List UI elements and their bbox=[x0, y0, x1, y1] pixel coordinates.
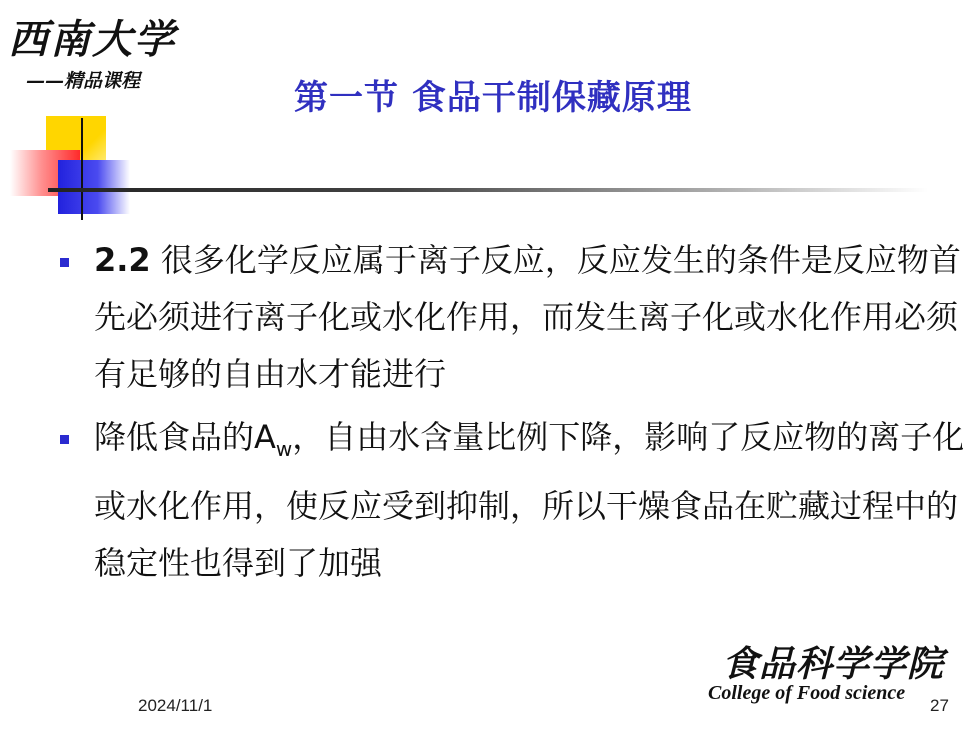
bullet-text-post: ，自由水含量比例下降，影响了反应物的离子化或水化作用，使反应受到抑制，所以干燥食品在贮藏过程中的稳定性也得到了加强 bbox=[94, 418, 965, 582]
bullet-item bbox=[56, 409, 976, 592]
bullet-item bbox=[56, 232, 976, 403]
square-bullet-icon bbox=[60, 435, 69, 444]
slide-content bbox=[56, 232, 976, 598]
slide-title: 第一节 食品干制保藏原理 bbox=[294, 78, 692, 118]
bullet-text: 很多化学反应属于离子反应，反应发生的条件是反应物首先必须进行离子化或水化作用，而发生离子化或水化作用必须有足够的自由水才能进行 bbox=[94, 241, 961, 393]
college-name-en: College of Food science bbox=[708, 682, 906, 704]
bullet-number: 2.2 bbox=[94, 241, 151, 279]
college-logo-cn: 食品科学学院 bbox=[722, 643, 945, 685]
page-number: 27 bbox=[930, 696, 949, 715]
bullet-text-pre: 降低食品的A bbox=[94, 418, 276, 456]
vertical-rule bbox=[81, 118, 83, 220]
title-underline bbox=[48, 188, 928, 192]
subscript-w: w bbox=[275, 437, 293, 461]
course-subtitle: ——精品课程 bbox=[26, 70, 141, 92]
square-bullet-icon bbox=[60, 258, 69, 267]
blue-gradient-decoration bbox=[58, 160, 130, 214]
slide-date: 2024/11/1 bbox=[138, 696, 213, 715]
university-logo: 西南大学 bbox=[8, 16, 176, 63]
